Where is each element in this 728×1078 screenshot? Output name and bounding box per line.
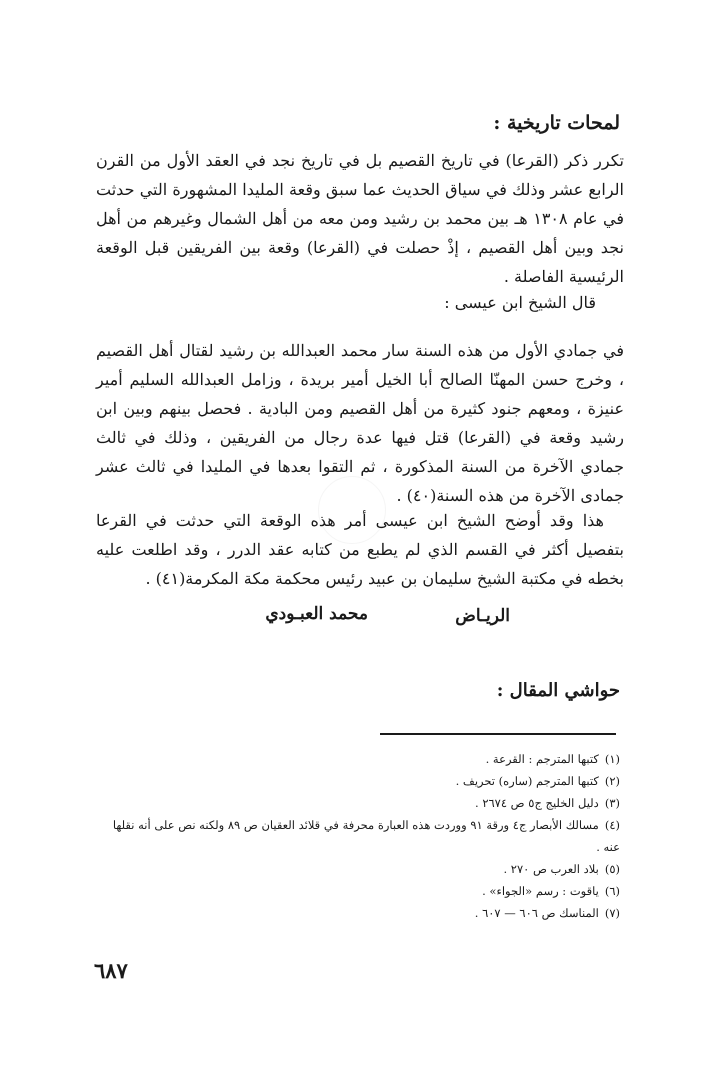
footnote-number: (١) bbox=[604, 752, 620, 766]
paragraph-quote bbox=[96, 336, 624, 510]
footnote-item bbox=[96, 814, 620, 858]
footnote-text: ياقوت : رسم «الجواء» . bbox=[482, 884, 599, 898]
footnote-number: (٣) bbox=[604, 796, 620, 810]
signature-place: الريـاض bbox=[455, 606, 510, 626]
footnote-item bbox=[96, 858, 620, 880]
footnotes-title: حواشي المقال : bbox=[496, 680, 620, 701]
section-title: لمحات تاريخية : bbox=[493, 112, 620, 134]
footnote-text: المناسك ص ٦٠٦ — ٦٠٧ . bbox=[474, 906, 599, 920]
footnote-number: (٦) bbox=[604, 884, 620, 898]
footnotes-divider bbox=[380, 733, 616, 735]
footnote-item bbox=[96, 792, 620, 814]
footnote-item bbox=[96, 902, 620, 924]
paragraph-quote-intro bbox=[96, 288, 624, 317]
footnote-number: (٤) bbox=[604, 818, 620, 832]
footnotes-list bbox=[96, 748, 620, 924]
footnote-text: كتبها المترجم (ساره) تحريف . bbox=[455, 774, 599, 788]
paragraph-text: تكرر ذكر (القرعا) في تاريخ القصيم بل في تاريخ نجد في العقد الأول من القرن الرابع عشر وذلك في سياق الحديث عما سبق وقعة المليدا المشهورة التي حدثت في عام ١٣٠٨ هـ بين محمد بن رشيد ومن معه من أهل الشمال وغيرهم من أهل نجد وبين أهل القصيم ، إذْ حصلت في (القرعا) وقعة بين الفريقين قبل الوقعة الرئيسية الفاصلة . bbox=[96, 151, 625, 286]
footnote-text: دليل الخليج ج٥ ص ٢٦٧٤ . bbox=[475, 796, 599, 810]
footnote-item bbox=[96, 748, 620, 770]
signature-author: محمد العبـودي bbox=[265, 604, 368, 624]
paragraph-text: قال الشيخ ابن عيسى : bbox=[444, 293, 596, 312]
paragraph-intro bbox=[96, 146, 624, 291]
footnote-text: مسالك الأبصار ج٤ ورقة ٩١ ووردت هذه العبارة محرفة في قلائد العقيان ص ٨٩ ولكنه نص على أنه نقلها عنه . bbox=[112, 818, 620, 854]
paragraph-text: في جمادي الأول من هذه السنة سار محمد العبدالله بن رشيد لقتال أهل القصيم ، وخرج حسن المهنّا الصالح أبا الخيل أمير بريدة ، وزامل العبدالله السليم أمير عنيزة ، ومعهم جنود كثيرة من أهل القصيم ومن البادية . فحصل بينهم وبين ابن رشيد وقعة في (القرعا) قتل فيها عدة رجال من الفريقين ، وذلك في ثالث جمادي الآخرة من السنة المذكورة ، ثم التقوا بعدها في المليدا في ثالث عشر جمادى الآخرة من هذه السنة(٤٠) . bbox=[96, 341, 624, 505]
page-number: ٦٨٧ bbox=[94, 958, 128, 983]
footnote-item bbox=[96, 770, 620, 792]
footnote-number: (٢) bbox=[604, 774, 620, 788]
footnote-item bbox=[96, 880, 620, 902]
footnote-number: (٥) bbox=[604, 862, 620, 876]
paragraph-closing bbox=[96, 506, 624, 593]
footnote-text: بلاد العرب ص ٢٧٠ . bbox=[503, 862, 599, 876]
footnote-number: (٧) bbox=[604, 906, 620, 920]
footnote-text: كتبها المترجم : القرعة . bbox=[485, 752, 599, 766]
paragraph-text: هذا وقد أوضح الشيخ ابن عيسى أمر هذه الوقعة التي حدثت في القرعا بتفصيل أكثر في القسم الذي لم يطبع من كتابه عقد الدرر ، وقد اطلعت عليه بخطه في مكتبة الشيخ سليمان بن عبيد رئيس محكمة مكة المكرمة(٤١) . bbox=[96, 511, 625, 588]
